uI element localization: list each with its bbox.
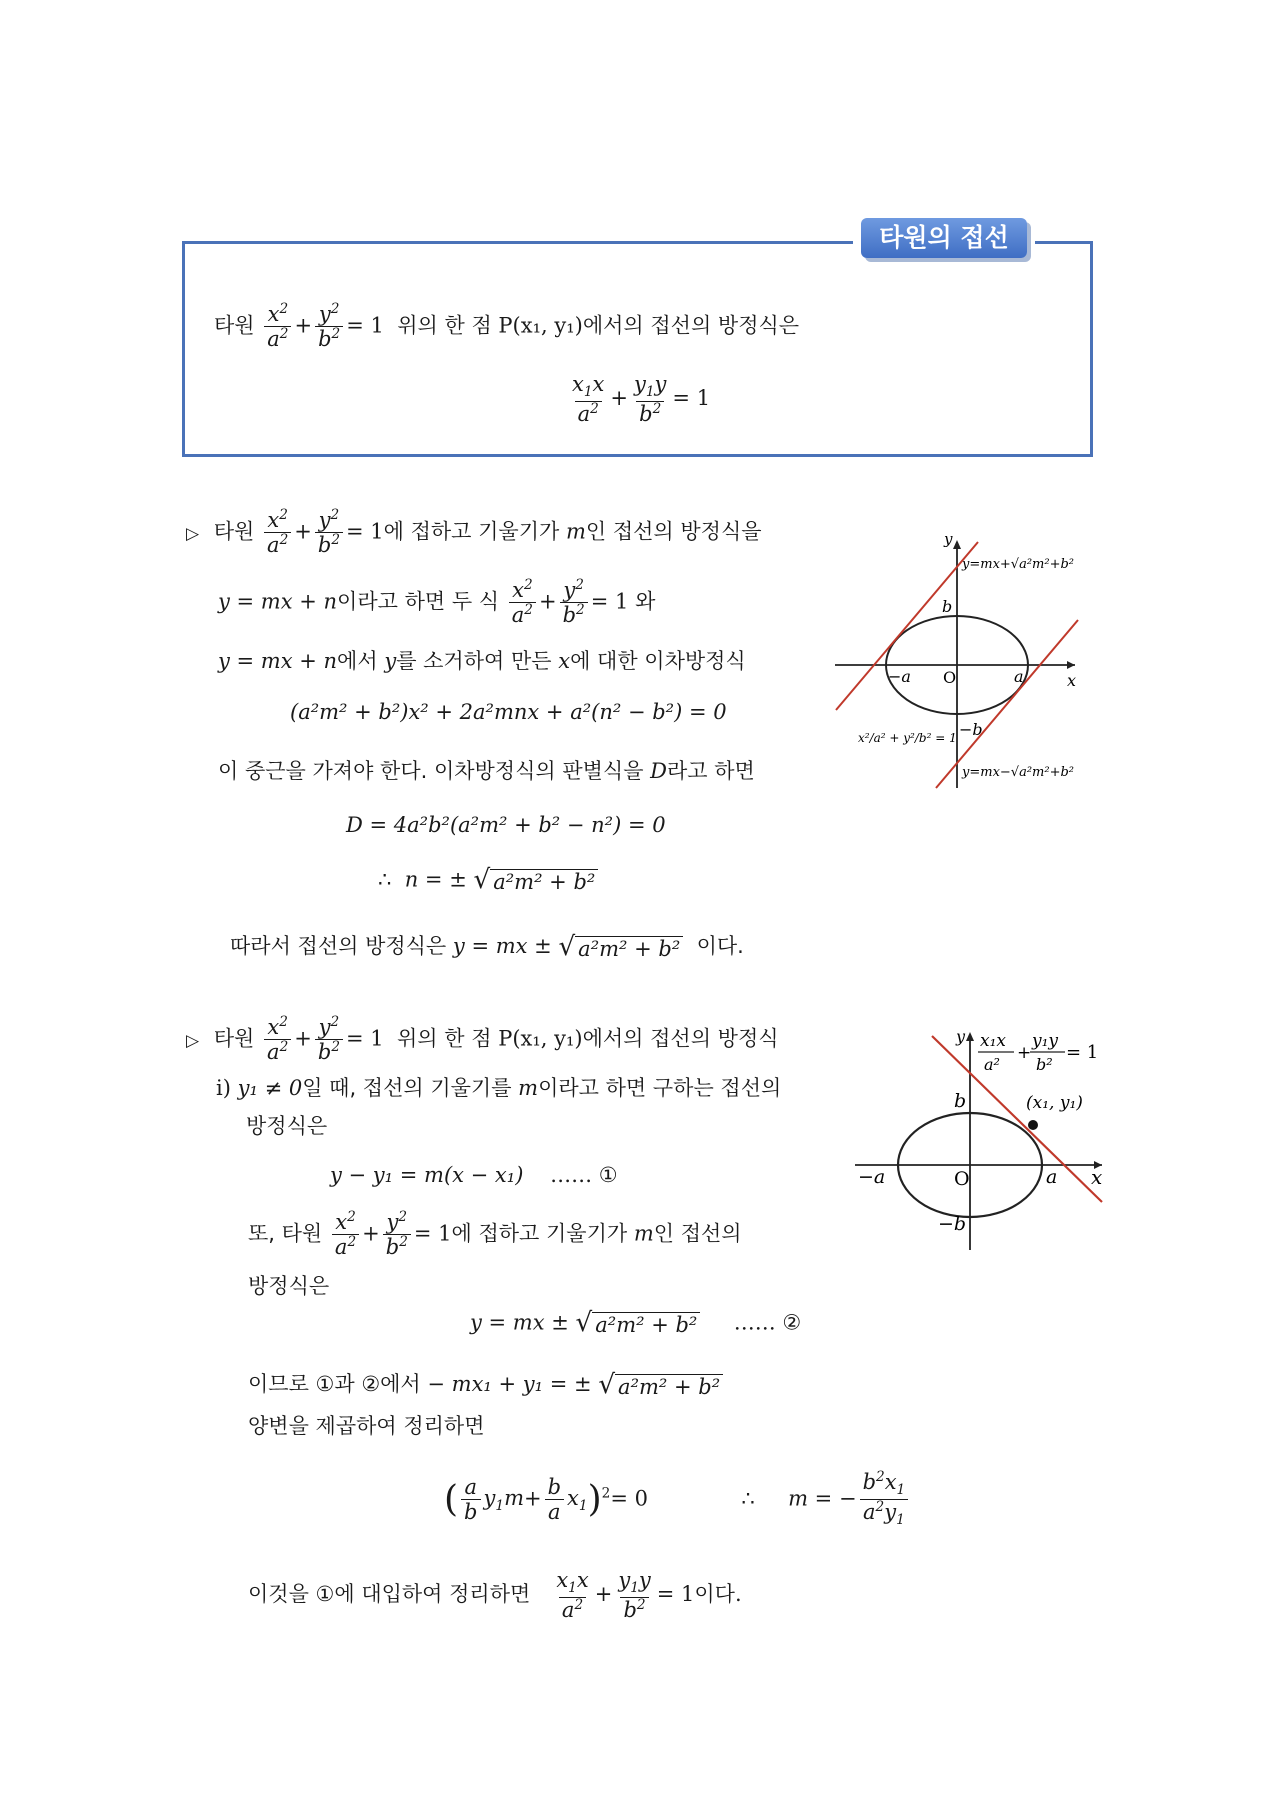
- sqrt-icon: √ a²m² + b²: [474, 867, 599, 894]
- neg-b-label: −b: [959, 720, 983, 739]
- svg-text:+: +: [1017, 1043, 1032, 1063]
- section-title: 타원의 접선: [861, 218, 1027, 258]
- x-axis-arrow-icon: [1067, 661, 1075, 669]
- neg-a-label: −a: [858, 1166, 886, 1188]
- point-label: (x₁, y₁): [1026, 1093, 1083, 1113]
- s2-also-line: 또, 타원 $\frac{x^2}{a^2}$ + $\frac{y^2}{b^2}$ = 1에 접하고 기울기가 m인 접선의: [248, 1209, 742, 1260]
- origin-label: O: [943, 668, 957, 687]
- x-axis-label: x: [1067, 671, 1077, 690]
- s1-conclusion: 따라서 접선의 방정식은 y = mx ± √ a²m² + b² 이다.: [230, 931, 744, 962]
- box-lead: 타원: [214, 313, 255, 338]
- s2-line-1: ▷ 타원 $\frac{x^2}{a^2}$ + $\frac{y^2}{b^2}$ = 1 위의 한 점 P(x₁, y₁)에서의 접선의 방정식: [186, 1014, 779, 1065]
- upper-line-label: y=mx+√a²m²+b²: [962, 557, 1074, 572]
- b-label: b: [954, 1090, 967, 1112]
- s1-line-1: ▷ 타원 $\frac{x^2}{a^2}$ + $\frac{y^2}{b^2}$ = 1에 접하고 기울기가 m인 접선의 방정식을: [186, 507, 762, 558]
- s1-line-2: y = mx + n이라고 하면 두 식 $\frac{x^2}{a^2}$ + $\frac{y^2}{b^2}$ = 1 와: [218, 577, 656, 628]
- lower-line-label: y=mx−√a²m²+b²: [962, 765, 1074, 780]
- origin-label: O: [954, 1168, 970, 1190]
- ellipse-label: x²/a² + y²/b² = 1: [858, 731, 957, 745]
- svg-text:b²: b²: [1036, 1055, 1053, 1074]
- s1-line-3: y = mx + n에서 y를 소거하여 만든 x에 대한 이차방정식: [218, 649, 746, 673]
- tangent-point: [1028, 1120, 1038, 1130]
- figure-tangent-lines: [830, 530, 1110, 800]
- s1-discriminant: D = 4a²b²(a²m² + b² − n²) = 0: [346, 813, 666, 837]
- triangle-bullet-icon: ▷: [186, 523, 200, 544]
- s2-substitute-line: 이것을 ①에 대입하여 정리하면 $\frac{x_1x}{a^2}$ + $\frac{y_1y}{b^2}$ = 1이다.: [248, 1568, 742, 1622]
- svg-text:= 1: = 1: [1066, 1042, 1099, 1063]
- s2-square-line: 양변을 제곱하여 정리하면: [248, 1414, 485, 1438]
- fraction-y2-b2: $\frac{y^2}{b^2}$: [315, 302, 343, 351]
- neg-a-label: −a: [888, 667, 911, 686]
- y-axis-label: y: [956, 1027, 966, 1046]
- s2-eq1: y − y₁ = m(x − x₁) …… ①: [330, 1163, 618, 1187]
- s2-square-eq: ( $\frac{a}{b}$ $y_1m+$ $\frac{b}{a}$ $x_1)^2= 0$ ∴ m = − $\frac{b^2x_1}{a^2y_1}$: [444, 1470, 911, 1529]
- s1-n-result: ∴ n = ± √ a²m² + b²: [378, 867, 598, 894]
- figure-point-tangent: [850, 1010, 1110, 1255]
- y-axis-label: y: [944, 530, 953, 548]
- svg-text:x₁x: x₁x: [980, 1031, 1006, 1051]
- a-label: a: [1046, 1166, 1058, 1188]
- box-line-1: 타원 $\frac{x^2}{a^2}$ + $\frac{y^2}{b^2}$ = 1 위의 한 점 P(x₁, y₁)에서의 접선의 방정식은: [214, 301, 800, 352]
- y-axis-arrow-icon: [966, 1032, 974, 1041]
- triangle-bullet-icon: ▷: [186, 1030, 200, 1051]
- svg-text:a²: a²: [984, 1055, 1000, 1074]
- fraction-x2-a2: $\frac{x^2}{a^2}$: [264, 302, 291, 351]
- neg-b-label: −b: [938, 1213, 967, 1235]
- tangent-equation-label: [978, 1031, 1098, 1074]
- s2-also-line-2: 방정식은: [248, 1274, 330, 1298]
- s2-case-line-2: 방정식은: [246, 1114, 328, 1138]
- point-p: P(x₁, y₁): [498, 313, 583, 338]
- s2-case-line: i) y₁ ≠ 0일 때, 접선의 기울기를 m이라고 하면 구하는 접선의: [216, 1076, 782, 1100]
- x-axis-label: x: [1091, 1165, 1103, 1189]
- s2-eq2: y = mx ± √ a²m² + b² …… ②: [470, 1308, 802, 1338]
- box-result-equation: $\frac{x_1x}{a^2}$ + $\frac{y_1y}{b^2}$ = 1: [572, 372, 711, 426]
- s1-line-5: 이 중근을 가져야 한다. 이차방정식의 판별식을 D라고 하면: [218, 759, 755, 783]
- svg-text:y₁y: y₁y: [1032, 1031, 1059, 1051]
- s1-quadratic: (a²m² + b²)x² + 2a²mnx + a²(n² − b²) = 0: [290, 700, 727, 724]
- b-label: b: [942, 597, 953, 616]
- y-axis-arrow-icon: [953, 540, 961, 549]
- s2-from-line: 이므로 ①과 ②에서 − mx₁ + y₁ = ± √ a²m² + b²: [248, 1368, 723, 1399]
- a-label: a: [1014, 667, 1024, 686]
- title-badge: [853, 218, 1035, 262]
